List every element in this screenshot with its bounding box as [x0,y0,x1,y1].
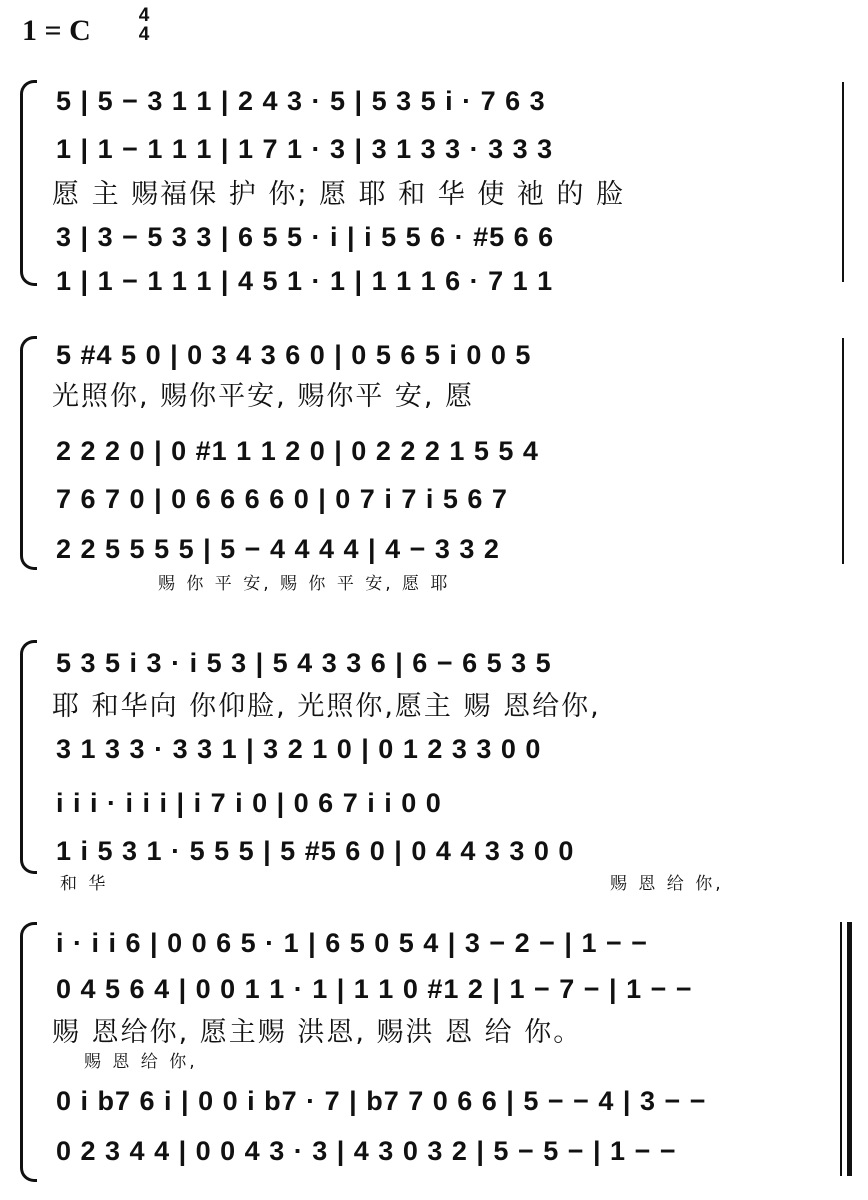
lyrics-line-small: 赐 恩 给 你, [84,1052,198,1072]
part-bass: 1 i 5 3 1 · 5 5 5 | 5 #5 6 0 | 0 4 4 3 3 0 0 [56,836,575,866]
part-soprano: 5 #4 5 0 | 0 3 4 3 6 0 | 0 5 6 5 i 0 0 5 [56,340,532,370]
part-soprano: i · i i 6 | 0 0 6 5 · 1 | 6 5 0 5 4 | 3 − 2 − | 1 − − [56,928,649,958]
part-alto: 1 | 1 − 1 1 1 | 1 7 1 · 3 | 3 1 3 3 · 3 3 3 [56,134,554,164]
key-signature: 1 = C [22,14,91,47]
part-alto: 3 1 3 3 · 3 3 1 | 3 2 1 0 | 0 1 2 3 3 0 0 [56,734,542,764]
system-brace [20,336,37,570]
part-alto: 0 4 5 6 4 | 0 0 1 1 · 1 | 1 1 0 #1 2 | 1 − 7 − | 1 − − [56,974,693,1004]
lyrics-line: 耶 和华向 你仰脸, 光照你,愿主 赐 恩给你, [52,691,601,722]
time-signature [136,6,152,44]
final-barline-thick [847,922,852,1176]
time-signature-top: 4 [138,5,150,26]
part-tenor: 7 6 7 0 | 0 6 6 6 6 0 | 0 7 i 7 i 5 6 7 [56,484,508,514]
part-tenor: i i i · i i i | i 7 i 0 | 0 6 7 i i 0 0 [56,788,442,818]
system-end-barline [842,82,844,282]
lyrics-line-small-right: 赐 恩 给 你, [610,874,724,894]
lyrics-line: 愿 主 赐福保 护 你; 愿 耶 和 华 使 祂 的 脸 [52,179,626,210]
system-brace [20,640,37,874]
final-barline-thin [840,922,842,1176]
system-brace [20,922,37,1182]
part-bass: 2 2 5 5 5 5 | 5 − 4 4 4 4 | 4 − 3 3 2 [56,534,500,564]
part-bass: 0 2 3 4 4 | 0 0 4 3 · 3 | 4 3 0 3 2 | 5 − 5 − | 1 − − [56,1136,677,1166]
part-soprano: 5 3 5 i 3 · i 5 3 | 5 4 3 3 6 | 6 − 6 5 3 5 [56,648,552,678]
part-bass: 1 | 1 − 1 1 1 | 4 5 1 · 1 | 1 1 1 6 · 7 1 1 [56,266,554,296]
lyrics-line-small-left: 和 华 [60,874,109,894]
part-tenor: 3 | 3 − 5 3 3 | 6 5 5 · i | i 5 5 6 · #5 6 6 [56,222,555,252]
lyrics-line: 光照你, 赐你平安, 赐你平 安, 愿 [52,381,475,412]
lyrics-line-small: 赐 你 平 安, 赐 你 平 安, 愿 耶 [158,574,451,594]
time-signature-bottom: 4 [138,24,150,45]
part-tenor: 0 i b7 6 i | 0 0 i b7 · 7 | b7 7 0 6 6 | 5 − − 4 | 3 − − [56,1086,707,1116]
system-end-barline [842,338,844,564]
part-soprano: 5 | 5 − 3 1 1 | 2 4 3 · 5 | 5 3 5 i · 7 6 3 [56,86,546,116]
system-brace [20,80,37,286]
lyrics-line: 赐 恩给你, 愿主赐 洪恩, 赐洪 恩 给 你。 [52,1017,583,1048]
part-alto: 2 2 2 0 | 0 #1 1 1 2 0 | 0 2 2 2 1 5 5 4 [56,436,539,466]
